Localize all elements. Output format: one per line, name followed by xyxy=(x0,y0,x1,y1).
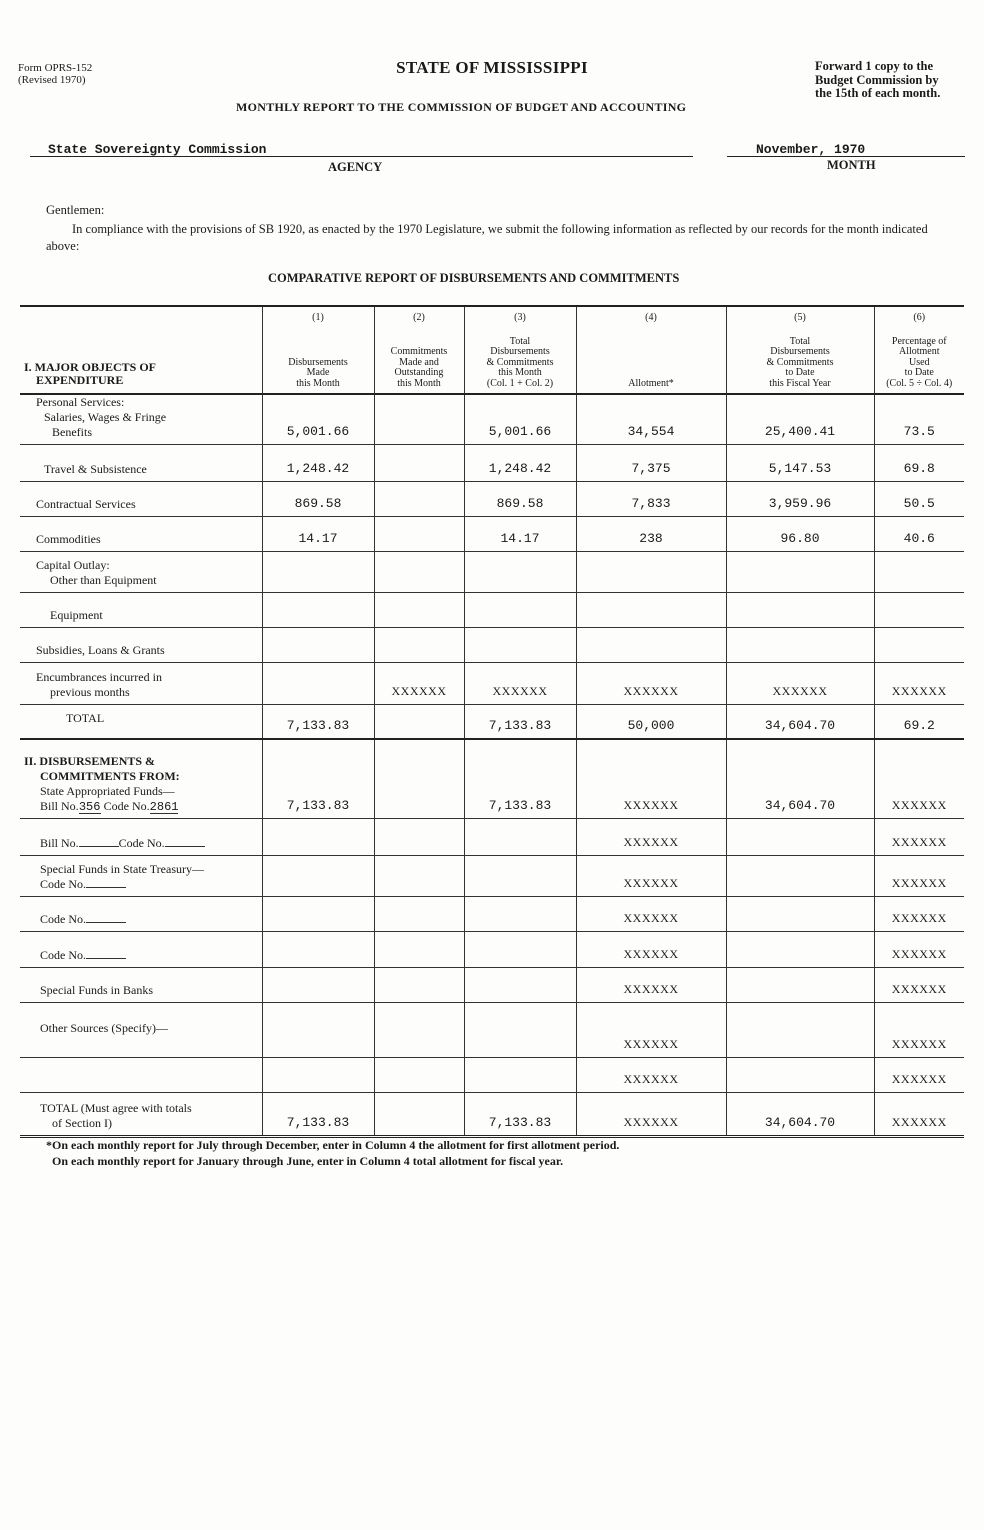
header-line: Total xyxy=(789,335,811,347)
col1-cell[interactable] xyxy=(262,897,374,932)
row-label xyxy=(20,445,262,482)
label-line: Equipment xyxy=(50,608,103,622)
forward-note-line: the 15th of each month. xyxy=(815,86,941,100)
code-label: Code No. xyxy=(118,836,165,850)
forward-note-line: Budget Commission by xyxy=(815,72,939,87)
col1-cell[interactable] xyxy=(262,1003,374,1058)
col5-cell: XXXXXX xyxy=(726,663,874,705)
col3-cell[interactable]: 869.58 xyxy=(464,482,576,517)
col5-cell[interactable]: 34,604.70 xyxy=(726,1093,874,1137)
header-line: to Date xyxy=(904,367,934,378)
row-other-sources-blank xyxy=(20,1058,964,1093)
col2-cell[interactable] xyxy=(374,517,464,552)
salutation: Gentlemen: xyxy=(46,203,105,217)
label-line: Personal Services: xyxy=(36,395,125,409)
col2-cell[interactable] xyxy=(374,705,464,739)
label-line: Special Funds in Banks xyxy=(40,983,153,997)
row-capital-outlay xyxy=(20,552,964,593)
row-section1-total xyxy=(20,705,964,739)
row-special-funds-treasury xyxy=(20,856,964,897)
col4-cell: XXXXXX xyxy=(576,932,726,968)
row-travel xyxy=(20,445,964,482)
col1-cell[interactable]: 5,001.66 xyxy=(262,394,374,445)
header-col-4 xyxy=(576,306,726,394)
code-number-field[interactable] xyxy=(86,922,126,923)
col4-cell[interactable]: 50,000 xyxy=(576,705,726,739)
report-table xyxy=(20,305,964,1138)
col3-cell[interactable] xyxy=(464,1003,576,1058)
header-line: this Month xyxy=(498,367,542,378)
col4-cell: XXXXXX xyxy=(576,968,726,1003)
label-line: Commodities xyxy=(36,532,101,546)
label-line: State Appropriated Funds— xyxy=(40,784,175,798)
header-line: Allotment* xyxy=(628,377,674,389)
code-number-field[interactable]: 2861 xyxy=(149,800,179,814)
col1-cell[interactable] xyxy=(262,552,374,593)
header-line: this Month xyxy=(397,377,441,389)
col2-cell[interactable] xyxy=(374,819,464,856)
col5-cell[interactable] xyxy=(726,819,874,856)
label-line: Other Sources (Specify)— xyxy=(40,1021,168,1035)
col2-cell[interactable] xyxy=(374,968,464,1003)
code-number-field[interactable] xyxy=(86,887,126,888)
col6-cell: XXXXXX xyxy=(874,1003,964,1058)
row-label xyxy=(20,897,262,932)
col4-cell: XXXXXX xyxy=(576,856,726,897)
col4-cell[interactable]: 7,833 xyxy=(576,482,726,517)
month-label: MONTH xyxy=(827,158,876,172)
label-line: Travel & Subsistence xyxy=(44,462,147,476)
header-line: Commitments xyxy=(390,346,448,357)
forward-note-line: Forward 1 copy to the xyxy=(815,59,934,73)
row-label xyxy=(20,517,262,552)
col4-cell[interactable] xyxy=(576,552,726,593)
col3-cell[interactable] xyxy=(464,856,576,897)
row-commodities xyxy=(20,517,964,552)
col3-cell[interactable]: 14.17 xyxy=(464,517,576,552)
col3-cell[interactable]: 7,133.83 xyxy=(464,739,576,819)
header-row xyxy=(20,306,964,394)
row-label xyxy=(20,1093,262,1137)
row-label xyxy=(20,482,262,517)
code-line xyxy=(24,877,258,892)
label-line: Encumbrances incurred in xyxy=(36,670,162,684)
header-line: Outstanding xyxy=(394,367,444,378)
code-number-field[interactable] xyxy=(165,846,205,847)
bill-code-line xyxy=(24,836,258,851)
row-label xyxy=(20,705,262,739)
col4-cell: XXXXXX xyxy=(576,663,726,705)
footnote-line: *On each monthly report for July through December, enter in Column 4 the allotment for first allotment period. xyxy=(46,1138,620,1152)
row-label xyxy=(20,593,262,628)
row-label xyxy=(20,819,262,856)
col3-cell[interactable]: 5,001.66 xyxy=(464,394,576,445)
col1-cell[interactable]: 7,133.83 xyxy=(262,705,374,739)
header-line: this Fiscal Year xyxy=(769,377,831,389)
col5-cell[interactable] xyxy=(726,593,874,628)
col6-cell[interactable]: 40.6 xyxy=(874,517,964,552)
bill-code-line xyxy=(24,799,258,814)
code-line xyxy=(24,912,258,927)
col5-cell[interactable] xyxy=(726,856,874,897)
col4-cell: XXXXXX xyxy=(576,1003,726,1058)
col6-cell[interactable] xyxy=(874,628,964,663)
col1-cell[interactable]: 7,133.83 xyxy=(262,739,374,819)
row-label xyxy=(20,628,262,663)
header-line: (Col. 1 + Col. 2) xyxy=(486,377,554,389)
bill-label: Bill No. xyxy=(40,799,79,813)
col2-cell[interactable] xyxy=(374,932,464,968)
col3-cell[interactable]: 1,248.42 xyxy=(464,445,576,482)
label-line: TOTAL xyxy=(66,711,105,725)
row-label[interactable] xyxy=(20,1058,262,1093)
col3-cell: XXXXXX xyxy=(464,663,576,705)
header-line: Disbursements xyxy=(770,346,830,357)
code-label: Code No. xyxy=(40,948,86,962)
col4-cell[interactable]: 238 xyxy=(576,517,726,552)
row-special-funds-banks xyxy=(20,968,964,1003)
col3-cell[interactable] xyxy=(464,819,576,856)
row-contractual xyxy=(20,482,964,517)
row-label xyxy=(20,739,262,819)
col3-cell[interactable] xyxy=(464,628,576,663)
row-code-1 xyxy=(20,897,964,932)
label-line: of Section I) xyxy=(52,1116,112,1130)
forward-note xyxy=(815,60,940,101)
col1-cell[interactable] xyxy=(262,628,374,663)
header-line: Disbursements xyxy=(288,356,348,368)
column-number: (2) xyxy=(413,312,425,323)
col6-cell[interactable]: 73.5 xyxy=(874,394,964,445)
col2-cell[interactable] xyxy=(374,856,464,897)
header-line: I. MAJOR OBJECTS OF xyxy=(24,360,157,374)
col3-cell[interactable] xyxy=(464,552,576,593)
col1-cell[interactable] xyxy=(262,1058,374,1093)
col4-cell: XXXXXX xyxy=(576,819,726,856)
row-state-appropriated-funds xyxy=(20,739,964,819)
label-line: Special Funds in State Treasury— xyxy=(40,862,204,876)
row-equipment xyxy=(20,593,964,628)
comparative-report-title: COMPARATIVE REPORT OF DISBURSEMENTS AND COMMITMENTS xyxy=(268,271,680,285)
col2-cell[interactable] xyxy=(374,445,464,482)
header-line: Made and xyxy=(399,356,439,368)
header-line: & Commitments xyxy=(766,356,834,368)
col3-cell[interactable] xyxy=(464,897,576,932)
col2-cell[interactable] xyxy=(374,897,464,932)
col2-cell[interactable] xyxy=(374,628,464,663)
col4-cell[interactable]: 7,375 xyxy=(576,445,726,482)
col3-cell[interactable]: 7,133.83 xyxy=(464,705,576,739)
col4-cell[interactable] xyxy=(576,593,726,628)
header-line: Made xyxy=(306,367,330,378)
col4-cell: XXXXXX xyxy=(576,897,726,932)
col4-cell: XXXXXX xyxy=(576,1093,726,1137)
col2-cell[interactable] xyxy=(374,482,464,517)
col5-cell[interactable] xyxy=(726,1058,874,1093)
header-col-3 xyxy=(464,306,576,394)
header-line: Allotment xyxy=(898,346,940,357)
form-revision: (Revised 1970) xyxy=(18,74,86,86)
col1-cell[interactable] xyxy=(262,663,374,705)
header-line: Disbursements xyxy=(490,346,550,357)
col1-cell[interactable]: 14.17 xyxy=(262,517,374,552)
row-grand-total xyxy=(20,1093,964,1137)
col3-cell[interactable]: 7,133.83 xyxy=(464,1093,576,1137)
col5-cell[interactable] xyxy=(726,1003,874,1058)
col3-cell[interactable] xyxy=(464,593,576,628)
header-col-6 xyxy=(874,306,964,394)
col6-cell: XXXXXX xyxy=(874,819,964,856)
row-label xyxy=(20,856,262,897)
col6-cell[interactable]: 69.8 xyxy=(874,445,964,482)
agency-label: AGENCY xyxy=(328,160,383,174)
report-subtitle: MONTHLY REPORT TO THE COMMISSION OF BUDGET AND ACCOUNTING xyxy=(236,100,687,114)
month-underline xyxy=(727,156,965,157)
row-label xyxy=(20,552,262,593)
col6-cell[interactable]: 69.2 xyxy=(874,705,964,739)
form-number: Form OPRS-152 xyxy=(18,62,93,74)
header-objects-of-expenditure xyxy=(20,306,262,394)
col2-cell[interactable] xyxy=(374,1003,464,1058)
label-line: Salaries, Wages & Fringe xyxy=(44,410,167,424)
col6-cell: XXXXXX xyxy=(874,856,964,897)
row-other-sources xyxy=(20,1003,964,1058)
agency-underline xyxy=(30,156,693,157)
col4-cell: XXXXXX xyxy=(576,739,726,819)
col5-cell[interactable]: 34,604.70 xyxy=(726,739,874,819)
header-line: this Month xyxy=(296,377,340,389)
col6-cell[interactable]: 50.5 xyxy=(874,482,964,517)
bill-label: Bill No. xyxy=(40,836,79,850)
col6-cell[interactable] xyxy=(874,552,964,593)
row-label xyxy=(20,663,262,705)
col4-cell[interactable]: 34,554 xyxy=(576,394,726,445)
col6-cell: XXXXXX xyxy=(874,897,964,932)
header-col-1 xyxy=(262,306,374,394)
col2-cell: XXXXXX xyxy=(374,663,464,705)
section2-heading: II. DISBURSEMENTS & xyxy=(24,754,156,768)
label-line: Other than Equipment xyxy=(50,573,157,587)
bill-number-field[interactable]: 356 xyxy=(78,800,101,814)
col1-cell[interactable]: 7,133.83 xyxy=(262,1093,374,1137)
col5-cell[interactable] xyxy=(726,968,874,1003)
code-number-field[interactable] xyxy=(86,958,126,959)
col5-cell[interactable]: 25,400.41 xyxy=(726,394,874,445)
col1-cell[interactable] xyxy=(262,856,374,897)
bill-number-field[interactable] xyxy=(79,846,119,847)
col1-cell[interactable]: 1,248.42 xyxy=(262,445,374,482)
col5-cell[interactable] xyxy=(726,897,874,932)
col1-cell[interactable] xyxy=(262,593,374,628)
column-number: (4) xyxy=(645,312,657,323)
col6-cell: XXXXXX xyxy=(874,739,964,819)
code-line xyxy=(24,948,258,963)
col3-cell[interactable] xyxy=(464,968,576,1003)
col5-cell[interactable] xyxy=(726,932,874,968)
header-line: EXPENDITURE xyxy=(36,373,124,387)
intro-paragraph: In compliance with the provisions of SB 1920, as enacted by the 1970 Legislature, we submit the following information as reflected by our records for the month indicated above: xyxy=(46,222,928,253)
label-line: previous months xyxy=(50,685,130,699)
col5-cell[interactable]: 34,604.70 xyxy=(726,705,874,739)
col1-cell[interactable] xyxy=(262,968,374,1003)
header-line: Total xyxy=(509,335,531,347)
header-line: (Col. 5 ÷ Col. 4) xyxy=(886,377,953,389)
col2-cell[interactable] xyxy=(374,1093,464,1137)
col2-cell[interactable] xyxy=(374,1058,464,1093)
label-line: Benefits xyxy=(52,425,92,439)
row-label xyxy=(20,932,262,968)
code-label: Code No. xyxy=(40,877,86,891)
row-subsidies xyxy=(20,628,964,663)
col5-cell[interactable]: 3,959.96 xyxy=(726,482,874,517)
header-line: Used xyxy=(908,356,930,368)
footnote xyxy=(46,1137,619,1169)
col3-cell[interactable] xyxy=(464,1058,576,1093)
month-field[interactable]: November, 1970 xyxy=(756,142,866,157)
col5-cell[interactable]: 96.80 xyxy=(726,517,874,552)
code-label: Code No. xyxy=(40,912,86,926)
row-label xyxy=(20,394,262,445)
label-line: Subsidies, Loans & Grants xyxy=(36,643,165,657)
column-number: (6) xyxy=(913,312,926,323)
col2-cell[interactable] xyxy=(374,394,464,445)
column-number: (1) xyxy=(312,312,324,323)
col2-cell[interactable] xyxy=(374,552,464,593)
col5-cell[interactable] xyxy=(726,552,874,593)
header-col-2 xyxy=(374,306,464,394)
header-line: to Date xyxy=(785,367,815,378)
row-encumbrances xyxy=(20,663,964,705)
header-line: Percentage of xyxy=(891,335,947,347)
label-line: TOTAL (Must agree with totals xyxy=(40,1101,192,1115)
column-number: (5) xyxy=(794,312,806,323)
col2-cell[interactable] xyxy=(374,739,464,819)
agency-field[interactable]: State Sovereignty Commission xyxy=(48,142,267,157)
col1-cell[interactable]: 869.58 xyxy=(262,482,374,517)
col1-cell[interactable] xyxy=(262,819,374,856)
row-personal-services xyxy=(20,394,964,445)
row-label xyxy=(20,1003,262,1058)
col2-cell[interactable] xyxy=(374,593,464,628)
col6-cell: XXXXXX xyxy=(874,968,964,1003)
col6-cell: XXXXXX xyxy=(874,932,964,968)
col3-cell[interactable] xyxy=(464,932,576,968)
col6-cell[interactable] xyxy=(874,593,964,628)
footnote-line: On each monthly report for January through June, enter in Column 4 total allotment for fiscal year. xyxy=(52,1154,564,1168)
column-number: (3) xyxy=(514,312,526,323)
col6-cell: XXXXXX xyxy=(874,1093,964,1137)
header-line: & Commitments xyxy=(486,356,554,368)
col4-cell: XXXXXX xyxy=(576,1058,726,1093)
col1-cell[interactable] xyxy=(262,932,374,968)
col6-cell: XXXXXX xyxy=(874,1058,964,1093)
label-line: Capital Outlay: xyxy=(36,558,110,572)
state-title: STATE OF MISSISSIPPI xyxy=(396,58,588,77)
row-bill-code xyxy=(20,819,964,856)
row-label xyxy=(20,968,262,1003)
col4-cell[interactable] xyxy=(576,628,726,663)
header-col-5 xyxy=(726,306,874,394)
code-label: Code No. xyxy=(103,799,150,813)
col6-cell: XXXXXX xyxy=(874,663,964,705)
section2-heading: COMMITMENTS FROM: xyxy=(40,769,180,783)
col5-cell[interactable]: 5,147.53 xyxy=(726,445,874,482)
row-code-2 xyxy=(20,932,964,968)
col5-cell[interactable] xyxy=(726,628,874,663)
label-line: Contractual Services xyxy=(36,497,136,511)
